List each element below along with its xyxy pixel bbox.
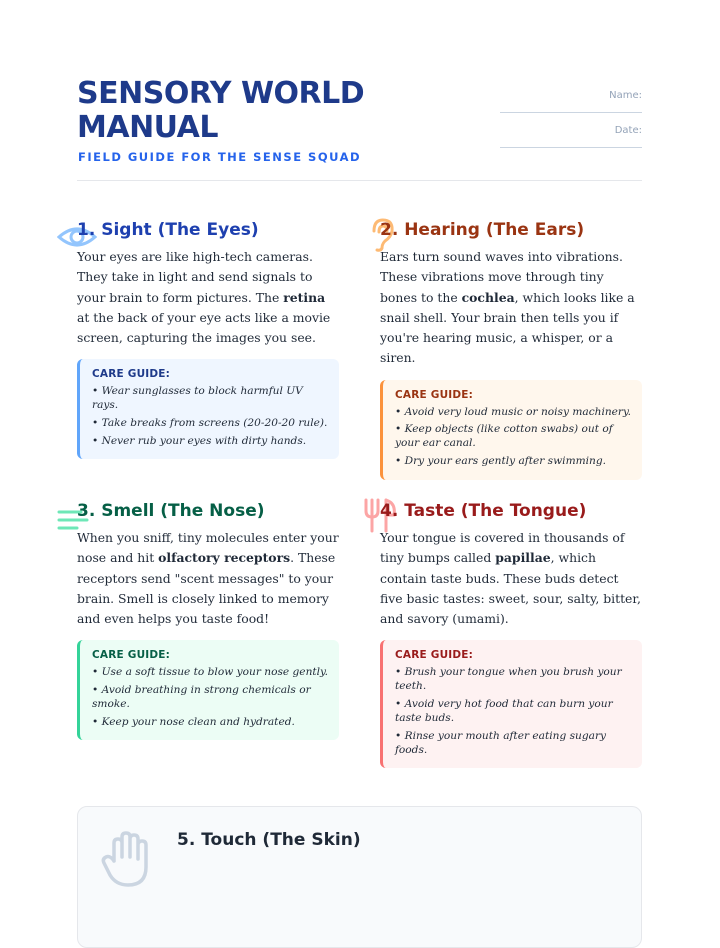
section-title: 3. Smell (The Nose)	[77, 501, 265, 521]
key-term: cochlea	[461, 289, 515, 305]
care-guide	[77, 359, 339, 459]
section-taste	[380, 500, 642, 768]
care-item: • Avoid very hot food that can burn your taste buds.	[395, 697, 632, 725]
key-term: olfactory receptors	[158, 550, 291, 566]
section-smell	[77, 500, 339, 740]
section-hearing	[380, 219, 642, 480]
care-guide-title: CARE GUIDE:	[395, 649, 474, 662]
name-label: Name:	[609, 90, 642, 101]
care-item: • Wear sunglasses to block harmful UV rays.	[92, 384, 329, 412]
care-guide-title: CARE GUIDE:	[92, 368, 171, 381]
care-guide-title: CARE GUIDE:	[92, 649, 171, 662]
header-divider	[77, 180, 642, 181]
care-item: • Never rub your eyes with dirty hands.	[92, 434, 329, 448]
care-guide	[77, 640, 339, 740]
care-guide	[380, 380, 642, 480]
section-title: 4. Taste (The Tongue)	[380, 501, 587, 521]
section-body: Your tongue is covered in thousands of tiny bumps called papillae, which contain taste buds. These buds detect five basic tastes: sweet, sour, salty, bitter, and savory (umami).	[380, 530, 641, 627]
title-line-2: MANUAL	[77, 110, 218, 145]
section-body: Your eyes are like high-tech cameras. They take in light and send signals to your brain to form pictures. The retina at the back of your eye acts like a movie screen, capturing the images you see.	[77, 249, 331, 346]
name-field[interactable]	[500, 90, 642, 113]
key-term: retina	[283, 289, 326, 305]
care-item: • Dry your ears gently after swimming.	[395, 454, 632, 468]
page-title	[77, 77, 364, 145]
page-subtitle: FIELD GUIDE FOR THE SENSE SQUAD	[78, 150, 362, 164]
care-guide	[380, 640, 642, 768]
date-field[interactable]	[500, 125, 642, 148]
care-item: • Keep objects (like cotton swabs) out of your ear canal.	[395, 422, 632, 450]
care-item: • Take breaks from screens (20-20-20 rule).	[92, 416, 329, 430]
hand-icon	[100, 831, 156, 889]
care-item: • Use a soft tissue to blow your nose gently.	[92, 665, 329, 679]
section-title: 5. Touch (The Skin)	[177, 830, 361, 850]
care-item: • Brush your tongue when you brush your teeth.	[395, 665, 632, 693]
care-item: • Avoid breathing in strong chemicals or smoke.	[92, 683, 329, 711]
title-line-1: SENSORY WORLD	[77, 76, 365, 111]
care-item: • Keep your nose clean and hydrated.	[92, 715, 329, 729]
section-sight	[77, 219, 339, 459]
section-body: Ears turn sound waves into vibrations. These vibrations move through tiny bones to the cochlea, which looks like a snail shell. Your brain then tells you if you're hearing music, a whisper, or a siren.	[380, 249, 635, 366]
care-guide-title: CARE GUIDE:	[395, 388, 474, 401]
section-body: When you sniff, tiny molecules enter your nose and hit olfactory receptors. These receptors send "scent messages" to your brain. Smell is closely linked to memory and even helps you taste food!	[77, 530, 339, 627]
care-item: • Avoid very loud music or noisy machinery.	[395, 405, 632, 419]
section-title: 2. Hearing (The Ears)	[380, 220, 585, 240]
section-title: 1. Sight (The Eyes)	[77, 220, 259, 240]
date-label: Date:	[614, 125, 642, 136]
section-touch	[77, 806, 642, 948]
key-term: papillae	[495, 550, 551, 566]
care-item: • Rinse your mouth after eating sugary foods.	[395, 729, 632, 757]
